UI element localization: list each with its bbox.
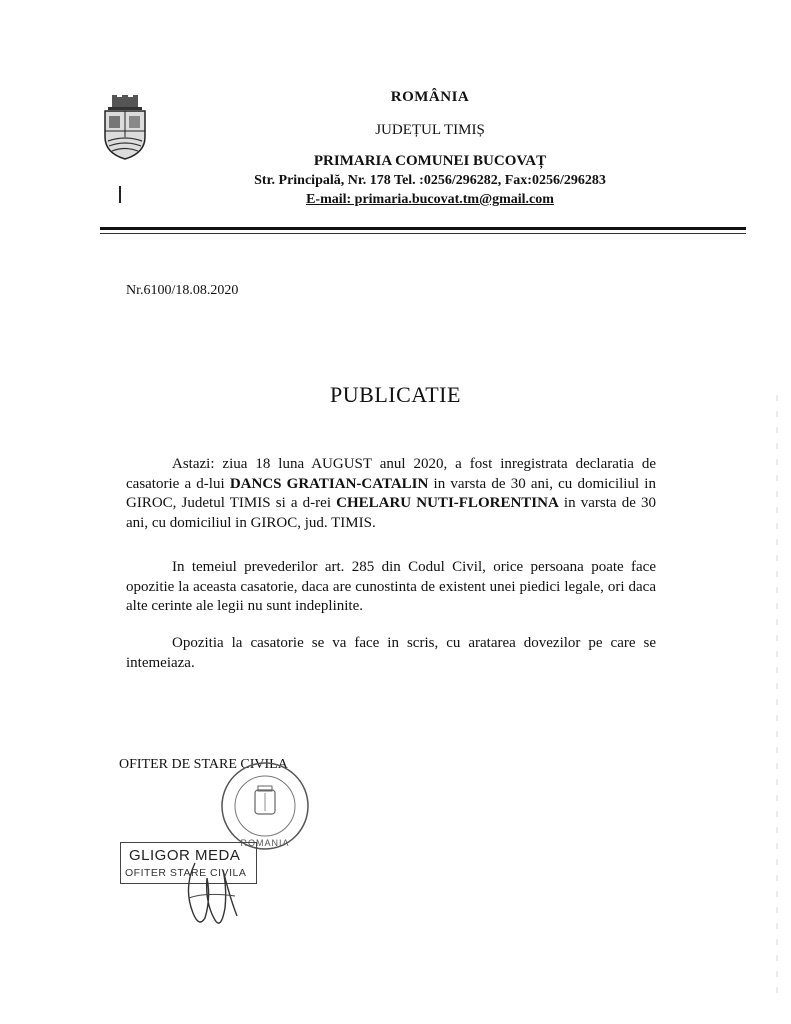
document-title: PUBLICATIE xyxy=(330,382,461,407)
header-institution: PRIMARIA COMUNEI BUCOVAȚ xyxy=(313,153,547,169)
scan-mark xyxy=(119,186,121,203)
header-address: Str. Principală, Nr. 178 Tel. :0256/296282, Fax:0256/296283 xyxy=(254,173,606,188)
paragraph1-part3: in varsta de 30 ani, cu domiciliul in GIROC, jud. TIMIS. xyxy=(126,495,656,531)
header-email-link[interactable]: E-mail: primaria.bucovat.tm@gmail.com xyxy=(306,192,554,207)
header-county: JUDEȚUL TIMIȘ xyxy=(375,122,485,138)
paragraph2-text: In temeiul prevederilor art. 285 din Codul Civil, orice persoana poate face opozitie la aceasta casatorie, daca are cunostinta de existent unei piedici legale, ori daca alte cerinte ale legii nu sunt indeplinite. xyxy=(126,559,656,614)
paragraph-opposition xyxy=(126,634,656,673)
seal-text: ROMANIA xyxy=(240,838,290,848)
paragraph3-text: Opozitia la casatorie se va face in scris, cu aratarea dovezilor pe care se intemeiaza. xyxy=(126,635,656,671)
stamp-name: GLIGOR MEDA xyxy=(129,847,241,864)
handwritten-signature xyxy=(175,858,250,938)
header-country: ROMÂNIA xyxy=(390,89,470,105)
registration-number: Nr.6100/18.08.2020 xyxy=(126,283,239,298)
paragraph-declaration xyxy=(126,455,656,533)
paragraph-legal-basis xyxy=(126,558,656,617)
paragraph1-part2: in varsta de 30 ani, cu domiciliul in GIROC, Judetul TIMIS si a d-rei xyxy=(126,475,656,511)
paragraph1-part1: Astazi: ziua 18 luna AUGUST anul 2020, a fost inregistrata declaratia de casatorie a d-lui xyxy=(126,456,656,492)
bride-name: CHELARU NUTI-FLORENTINA xyxy=(336,495,559,511)
header-divider-thin xyxy=(100,233,746,234)
header-divider xyxy=(100,227,746,230)
coat-of-arms-icon xyxy=(100,95,150,161)
stamp-role: OFITER STARE CIVILA xyxy=(125,867,247,879)
groom-name: DANCS GRATIAN-CATALIN xyxy=(229,475,429,492)
signatory-label: OFITER DE STARE CIVILA xyxy=(119,757,288,772)
scan-edge xyxy=(776,395,778,995)
round-seal-icon xyxy=(215,760,315,852)
